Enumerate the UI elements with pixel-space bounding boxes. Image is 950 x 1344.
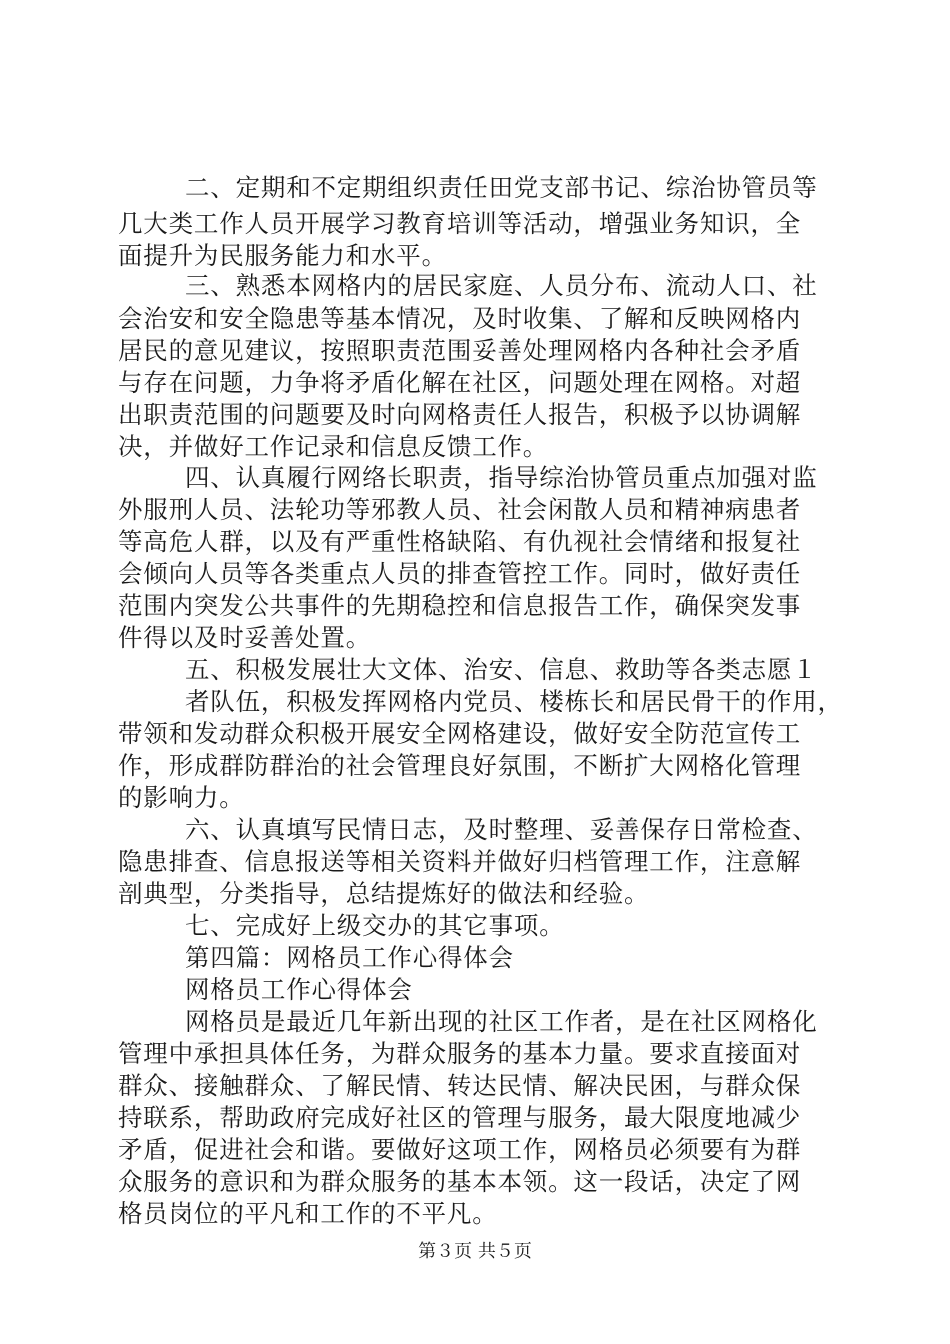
text-line: 件得以及时妥善处置。 xyxy=(118,623,371,652)
text-line: 出职责范围的问题要及时向网格责任人报告，积极予以协调解 xyxy=(118,400,802,429)
text-line: 等高危人群，以及有严重性格缺陷、有仇视社会情绪和报复社 xyxy=(118,527,802,556)
text-line: 决，并做好工作记录和信息反馈工作。 xyxy=(118,432,549,461)
text-line: 的影响力。 xyxy=(118,783,245,812)
text-line: 管理中承担具体任务，为群众服务的基本力量。要求直接面对 xyxy=(118,1039,802,1068)
text-line: 六、认真填写民情日志，及时整理、妥善保存日常检查、 xyxy=(185,815,818,844)
article-title: 网格员工作心得体会 xyxy=(185,975,413,1004)
text-line: 三、熟悉本网格内的居民家庭、人员分布、流动人口、社 xyxy=(185,271,818,300)
text-line: 带领和发动群众积极开展安全网格建设，做好安全防范宣传工 xyxy=(118,719,802,748)
section-heading: 第四篇：网格员工作心得体会 xyxy=(185,943,514,972)
text-line: 作，形成群防群治的社会管理良好氛围，不断扩大网格化管理 xyxy=(118,751,802,780)
text-line: 隐患排查、信息报送等相关资料并做好归档管理工作，注意解 xyxy=(118,847,802,876)
text-line: 矛盾，促进社会和谐。要做好这项工作，网格员必须要有为群 xyxy=(118,1135,802,1164)
text-line: 持联系，帮助政府完成好社区的管理与服务，最大限度地减少 xyxy=(118,1103,802,1132)
text-line: 二、定期和不定期组织责任田党支部书记、综治协管员等 xyxy=(185,173,818,202)
text-line: 四、认真履行网络长职责，指导综治协管员重点加强对监 xyxy=(185,463,818,492)
text-line: 外服刑人员、法轮功等邪教人员、社会闲散人员和精神病患者 xyxy=(118,495,802,524)
text-line: 七、完成好上级交办的其它事项。 xyxy=(185,911,565,940)
page-number-footer: 第３页 共５页 xyxy=(418,1241,532,1262)
text-line: 剖典型，分类指导，总结提炼好的做法和经验。 xyxy=(118,879,650,908)
text-line: 者队伍，积极发挥网格内党员、楼栋长和居民骨干的作用， xyxy=(185,687,843,716)
text-line: 与存在问题，力争将矛盾化解在社区，问题处理在网格。对超 xyxy=(118,368,802,397)
text-line: 会治安和安全隐患等基本情况，及时收集、了解和反映网格内 xyxy=(118,304,802,333)
text-line: 会倾向人员等各类重点人员的排查管控工作。同时，做好责任 xyxy=(118,559,802,588)
text-line: 面提升为民服务能力和水平。 xyxy=(118,241,447,270)
text-line: 几大类工作人员开展学习教育培训等活动，增强业务知识，全 xyxy=(118,209,802,238)
text-line: 范围内突发公共事件的先期稳控和信息报告工作，确保突发事 xyxy=(118,591,802,620)
text-line: 网格员是最近几年新出现的社区工作者，是在社区网格化 xyxy=(185,1007,818,1036)
text-line: 居民的意见建议，按照职责范围妥善处理网格内各种社会矛盾 xyxy=(118,336,802,365)
text-line: 格员岗位的平凡和工作的不平凡。 xyxy=(118,1199,498,1228)
text-line: 众服务的意识和为群众服务的基本本领。这一段话，决定了网 xyxy=(118,1167,802,1196)
text-line: 群众、接触群众、了解民情、转达民情、解决民困，与群众保 xyxy=(118,1071,802,1100)
text-line: 五、积极发展壮大文体、治安、信息、救助等各类志愿１ xyxy=(185,655,818,684)
